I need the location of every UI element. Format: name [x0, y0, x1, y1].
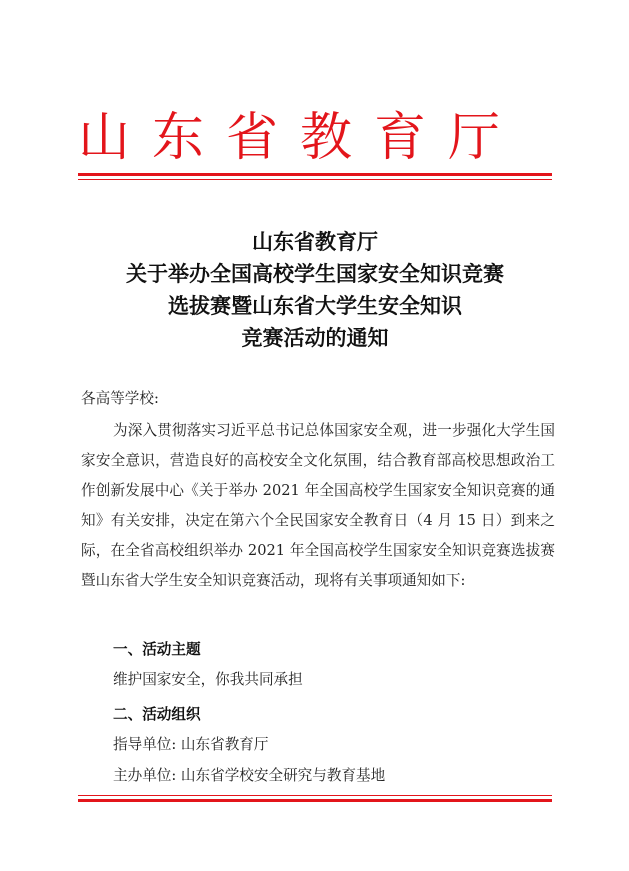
title-line-3: 选拔赛暨山东省大学生安全知识 — [168, 293, 462, 318]
letterhead-title: 山东省教育厅 — [78, 108, 523, 168]
section-text-theme: 维护国家安全，你我共同承担 — [113, 671, 303, 688]
intro-paragraph: 为深入贯彻落实习近平总书记总体国家安全观，进一步强化大学生国家安全意识，营造良好的高校安全文化氛围，结合教育部高校思想政治工作创新发展中心《关于举办 2021 年全国高校学生国家安全知识竞赛的通知》有关安排，决定在第六个全民国家安全教育日（4 月 15 日）到来之际，在全省高校组织举办 2021 年全国高校学生国家安全知识竞赛选拔赛暨山东省大学生安全知识竞赛活动，现将有关事项通知如下: — [81, 422, 555, 589]
title-line-1: 山东省教育厅 — [252, 229, 378, 254]
title-line-4: 竞赛活动的通知 — [241, 325, 389, 350]
host-unit-line: 主办单位: 山东省学校安全研究与教育基地 — [113, 767, 386, 784]
letterhead-rule-thin — [78, 179, 552, 180]
footer-rule-thin — [78, 795, 552, 796]
letterhead-rule-thick — [78, 173, 552, 176]
salutation: 各高等学校: — [81, 390, 159, 407]
document-title — [78, 226, 552, 354]
guide-unit-line: 指导单位: 山东省教育厅 — [113, 736, 269, 753]
footer-rule-thick — [78, 799, 552, 802]
title-line-2: 关于举办全国高校学生国家安全知识竞赛 — [126, 261, 504, 286]
section-heading-theme: 一、活动主题 — [113, 641, 201, 658]
section-heading-organization: 二、活动组织 — [113, 706, 201, 723]
